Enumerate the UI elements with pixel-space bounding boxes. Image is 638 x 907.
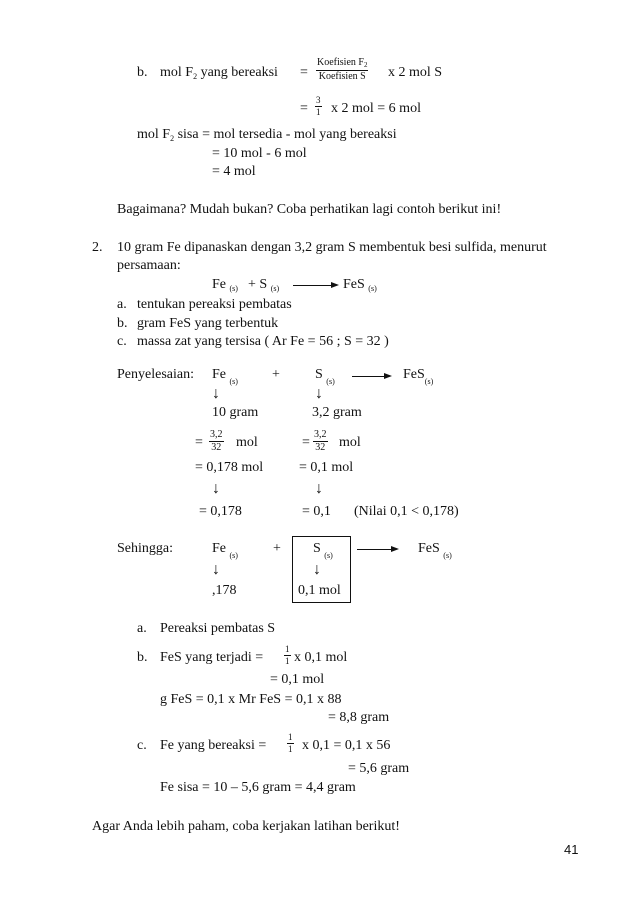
s-ratio: = 0,1 <box>302 504 331 519</box>
mol-sisa-line-2: = 10 mol - 6 mol <box>212 146 307 161</box>
solution-fes: FeS$_{(s)}$ <box>403 367 434 386</box>
answer-c-fraction: $\frac{1}{1}$ <box>288 732 293 754</box>
equals-sign: = <box>302 435 310 450</box>
reaction-arrow-icon <box>357 548 399 552</box>
equals-sign: = <box>195 435 203 450</box>
sehingga-fe-value: ,178 <box>212 583 237 598</box>
g-fes-line: g FeS = 0,1 x Mr FeS = 0,1 x 88 <box>160 692 342 707</box>
solution-label: Penyelesaian: <box>117 367 194 382</box>
s-gram: 3,2 gram <box>312 405 362 420</box>
down-arrow-icon: ↓ <box>212 385 220 402</box>
answer-b-label: b. <box>137 650 148 665</box>
answer-b-fraction: $\frac{1}{1}$ <box>285 644 290 666</box>
mol-sisa-line-3: = 4 mol <box>212 164 256 179</box>
fe-mol-fraction: $\frac{3,2}{32}$ <box>210 429 223 453</box>
equation-s: + S $_{(s)}$ <box>248 277 280 293</box>
answer-b-line-2: = 0,1 mol <box>270 672 325 687</box>
closing-text: Agar Anda lebih paham, coba kerjakan latihan berikut! <box>92 819 400 834</box>
reaction-arrow-icon <box>352 375 392 379</box>
reaction-arrow-icon <box>293 284 339 288</box>
sehingga-fes: FeS $_{(s)}$ <box>418 541 452 560</box>
down-arrow-icon: ↓ <box>315 480 323 497</box>
mol-result: x 2 mol = 6 mol <box>331 101 421 116</box>
down-arrow-icon: ↓ <box>313 561 321 578</box>
equals-sign: = <box>300 65 308 80</box>
subq-b-text: gram FeS yang terbentuk <box>137 316 279 331</box>
fe-sisa-line: Fe sisa = 10 – 5,6 gram = 4,4 gram <box>160 780 356 795</box>
answer-b-rest: x 0,1 mol <box>294 650 348 665</box>
g-fes-result: = 8,8 gram <box>328 710 390 725</box>
answer-a-text: Pereaksi pembatas S <box>160 621 276 636</box>
down-arrow-icon: ↓ <box>212 561 220 578</box>
question-text-line-2: persamaan: <box>117 258 181 273</box>
coefficient-fraction: Koefisien $F_2$ Koefisien S <box>317 57 368 82</box>
mol-sisa-line: mol $F_2$ sisa = mol tersedia - mol yang bereaksi <box>137 127 397 143</box>
s-mol-fraction: $\frac{3,2}{32}$ <box>314 429 327 453</box>
ratio-fraction: $\frac{3}{1}$ <box>316 95 321 117</box>
bagaimana-text: Bagaimana? Mudah bukan? Coba perhatikan lagi contoh berikut ini! <box>117 202 502 217</box>
answer-c-label: c. <box>137 738 147 753</box>
subq-c-text: massa zat yang tersisa ( Ar Fe = 56 ; S = 32 ) <box>137 334 389 349</box>
equation-fe: Fe $_{(s)}$ <box>212 277 238 293</box>
comparison-note: (Nilai 0,1 < 0,178) <box>354 504 459 519</box>
equation-fes: FeS $_{(s)}$ <box>343 277 377 293</box>
times-2-mol-s: x 2 mol S <box>388 65 443 80</box>
sehingga-fe: Fe $_{(s)}$ <box>212 541 238 560</box>
down-arrow-icon: ↓ <box>315 385 323 402</box>
equals-sign: = <box>300 101 308 116</box>
sehingga-s-value: 0,1 mol <box>298 583 341 598</box>
fe-gram: 10 gram <box>212 405 259 420</box>
subq-a-text: tentukan pereaksi pembatas <box>137 297 292 312</box>
fe-mol-value: = 0,178 mol <box>195 460 264 475</box>
answer-c-line-2: = 5,6 gram <box>348 761 410 776</box>
item-b-label: b. <box>137 65 148 80</box>
question-number: 2. <box>92 240 103 255</box>
s-mol-value: = 0,1 mol <box>299 460 354 475</box>
subq-c-label: c. <box>117 334 127 349</box>
sehingga-s: S $_{(s)}$ <box>313 541 333 560</box>
subq-b-label: b. <box>117 316 128 331</box>
sehingga-plus: + <box>273 541 281 556</box>
solution-fe: Fe $_{(s)}$ <box>212 367 238 386</box>
answer-a-label: a. <box>137 621 147 636</box>
solution-s: S $_{(s)}$ <box>315 367 335 386</box>
answer-b-text: FeS yang terjadi = <box>160 650 264 665</box>
s-mol-unit: mol <box>339 435 361 450</box>
page-number: 41 <box>564 842 579 857</box>
down-arrow-icon: ↓ <box>212 480 220 497</box>
answer-c-text: Fe yang bereaksi = <box>160 738 267 753</box>
subq-a-label: a. <box>117 297 127 312</box>
sehingga-label: Sehingga: <box>117 541 173 556</box>
solution-plus: + <box>272 367 280 382</box>
question-text-line-1: 10 gram Fe dipanaskan dengan 3,2 gram S membentuk besi sulfida, menurut <box>117 240 547 255</box>
mol-f2-label: mol $F_2$ yang bereaksi <box>160 65 278 81</box>
fe-mol-unit: mol <box>236 435 258 450</box>
fe-ratio: = 0,178 <box>199 504 242 519</box>
answer-c-rest: x 0,1 = 0,1 x 56 <box>302 738 391 753</box>
